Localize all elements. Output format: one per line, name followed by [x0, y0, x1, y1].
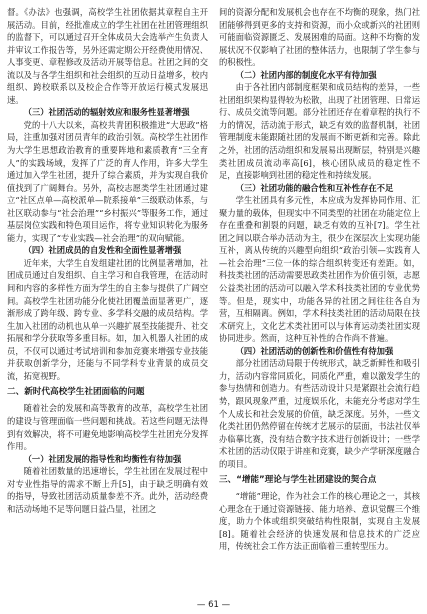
section-heading: 二、新时代高校学生社团面临的问题 — [7, 387, 145, 398]
paragraph: 学生社团具有多元性，本应成为发挥协同作用、汇聚力量的载体，但现实中不同类型的社团在功能定位上存在重叠和割裂的问题，缺乏有效的互补[7]。学生社团之间以联合举办活动为主，很少在深层次上实现功能互补，离从传统的兴趣型向组织“政治引领—实践育人—社会治理”三位一体的综合组织转变还有差距。如，科技类社团的活动需要思政类社团作为价值引领，志愿公益类社团的活动可以融入学术科技类社团的专业优势等。但是，现实中，功能各异的社团之间往往各自为营，互相隔离。例如，学术科技类社团的活动局限在技术研究上，文化艺术类社团可以与体育运动类社团实现协同进步。然而，这种互补性的合作尚不普遍。 — [219, 195, 420, 344]
subsection-heading: （四）社团成员的自发性和全面性显著增强 — [23, 245, 182, 256]
subsection-heading: （三）社团活动的辐射效应和服务性显著增强 — [23, 107, 190, 118]
paragraph: 随着社团数量的迅速增长，学生社团在发展过程中对专业性指导的需求不断上升[5]，由于缺乏明确有效的指导，导致社团活动质量参差不齐。此外，活动经费和活动场地不足等问题日益凸显，社团之 — [7, 466, 208, 514]
page-number: — 61 — — [196, 600, 231, 610]
right-column — [219, 6, 420, 553]
subsection-heading: （三）社团功能的融合性和互补性存在不足 — [235, 182, 394, 193]
left-column — [7, 6, 208, 515]
paragraph: 党的十八大以来，高校共青团积极推进“大思政”格局，注重加强对团员青年的政治引领。高校学生社团作为大学生思想政治教育的重要阵地和素质教育“三全育人”的实践场域，发挥了广泛的育人作用，许多大学生通过加入学生社团，提升了综合素质，并为实现自我价值找到了广阔舞台。另外，高校志愿类学生社团通过建立“社区点单—高校派单—院系接单”三级联动体系，与社区联动参与“社会治理”“乡村振兴”等服务工作，通过基层岗位实践和特色项目运作，将专业知识转化为服务能力，实现了“专业实践—社会治理”的双向赋能。 — [7, 119, 208, 243]
paragraph: 部分社团活动局限于传统形式，缺乏新鲜性和吸引力，活动内容常同质化，同质化严重，难以激发学生的参与热情和创造力。有些活动设计只是紧跟社会流行趋势，跟风现象严重，过度娱乐化，未能充分考虑对学生个人成长和社会发展的价值，缺乏深度。另外，一些文化类社团仍然停留在传统才艺展示的层面，书法社仅举办临摹比赛，没有结合数字技术进行创新设计；一些学术社团的活动仅限于讲座和竞赛，缺少产学研深度融合的项目。 — [219, 358, 420, 469]
subsection-heading: （二）社团内部的制度化水平有待加强 — [235, 69, 377, 80]
paragraph: 由于各社团内部制度框架和成员结构的差异，一些社团组织架构显得较为松散，出现了社团管理、日常运行、成员交流等问题。部分社团还存在着章程的执行不力的情况，活动流于形式，缺乏有效的监督机制，社团管理制度未能跟随社团的发展而不断更新和完善。除此之外，社团的活动组织和发展易出现断层，特别是兴趣类社团成员流动率高[6]，核心团队成员的稳定性不足，直接影响到社团的稳定性和持续发展。 — [219, 82, 420, 181]
paragraph: 随着社会的发展和高等教育的改革，高校学生社团的建设与管理面临一些问题和挑战。若这些问题无法得到有效解决，将不可避免地影响高校学生社团充分发挥作用。 — [7, 403, 208, 452]
paragraph: “增能”理论，作为社会工作的核心理论之一，其核心理念在于通过资源链接、能力培养、意识觉醒三个维度，助力个体或组织突破结构性限制，实现自主发展[8]。随着社会经济的快速发展和信息技术的广泛应用，传统社会工作方法正面临着三重转型压力。 — [219, 491, 420, 552]
section-heading: 三、“增能”理论与学生社团建设的契合点 — [219, 475, 377, 486]
subsection-heading: （四）社团活动的创新性和价值性有待加强 — [235, 345, 394, 356]
paragraph: 间的资源分配和发展机会也存在不均衡的现象，热门社团能够得到更多的支持和资源，而小众或新兴的社团则可能面临资源匮乏、发展困难的局面。这种不均衡的发展状况不仅影响了社团的整体活力，也限制了学生参与的积极性。 — [219, 7, 420, 68]
paragraph: 近年来，大学生自发组建社团的比例显著增加，社团成员通过自发组织、自主学习和自我管理，在活动时间和内容的多样性方面为学生的自主参与提供了广阔空间。高校学生社团功能分化使社团覆盖面显著更广，逐渐形成了跨年级、跨专业、多学科交融的成员结构。学生加入社团的动机也从单一兴趣扩展至技能提升、社交拓展和学分获取等多重目标。如，加入机器人社团的成员，不仅可以通过考试培训和参加竞赛来增强专业技能并获取创新学分，还能与不同学科专业背景的成员交流，拓宽视野。 — [7, 257, 208, 381]
paragraph: 督。《办法》也强调，高校学生社团依据其章程自主开展活动。目前，经批准成立的学生社团在社团管理组织的监督下，可以通过召开全体成员大会选举产生负责人并审议工作报告等，另外还需定期公开经费使用情况、人事变更、章程修改及活动开展等信息。社团之间的交流以及与各学生组织和社会组织的互动日益增多，校内组织、跨校联系以及校企合作等开放运行模式发展迅速。 — [7, 7, 208, 105]
subsection-heading: （一）社团发展的指导性和均衡性有待加强 — [23, 453, 182, 464]
